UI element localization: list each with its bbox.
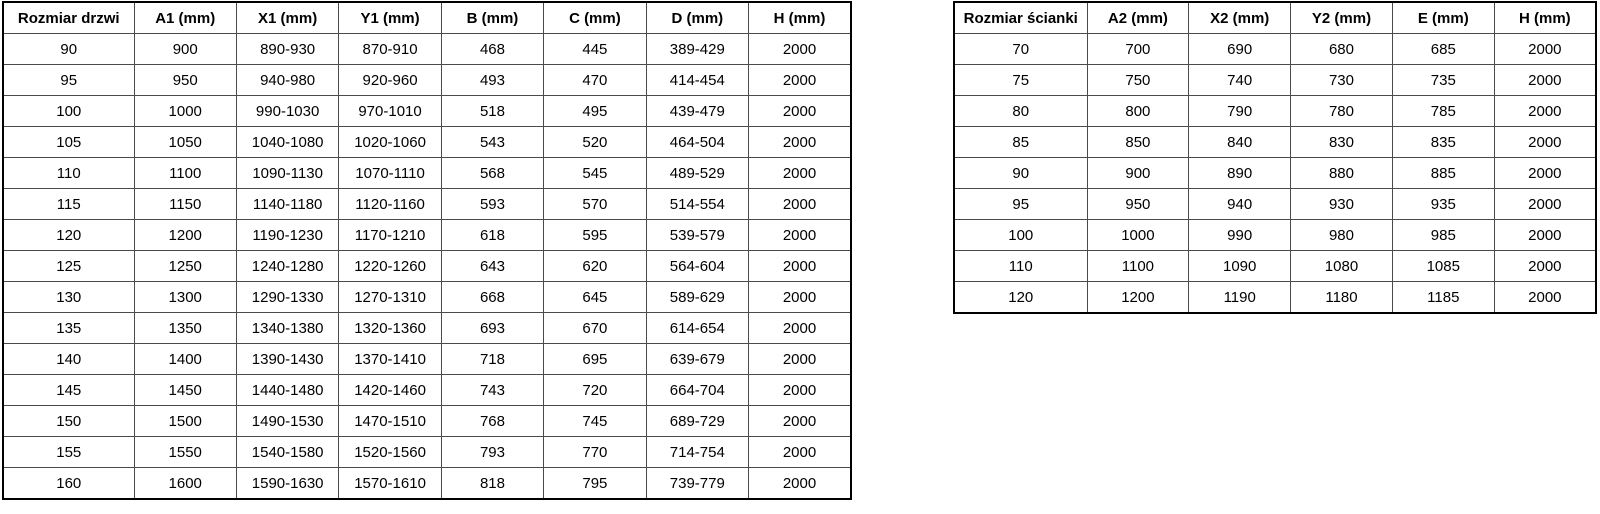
column-header: H (mm) (1494, 2, 1596, 34)
table-cell: 1270-1310 (339, 282, 441, 313)
table-cell: 100 (3, 96, 134, 127)
table-cell: 840 (1189, 127, 1291, 158)
table-cell: 1350 (134, 313, 236, 344)
table-cell: 1090-1130 (236, 158, 338, 189)
table-cell: 2000 (749, 282, 851, 313)
table-cell: 110 (954, 251, 1087, 282)
table-cell: 1040-1080 (236, 127, 338, 158)
table-cell: 920-960 (339, 65, 441, 96)
table-cell: 795 (544, 468, 646, 500)
table-cell: 2000 (1494, 189, 1596, 220)
table-cell: 695 (544, 344, 646, 375)
table-cell: 735 (1392, 65, 1494, 96)
table-cell: 2000 (749, 313, 851, 344)
table-cell: 818 (441, 468, 543, 500)
table-cell: 2000 (749, 127, 851, 158)
table-cell: 1080 (1291, 251, 1393, 282)
table-cell: 2000 (749, 251, 851, 282)
table-cell: 790 (1189, 96, 1291, 127)
table-cell: 468 (441, 34, 543, 65)
table-row (3, 65, 851, 96)
table-cell: 1550 (134, 437, 236, 468)
table-cell: 2000 (749, 468, 851, 500)
table-cell: 2000 (1494, 96, 1596, 127)
table-cell: 95 (954, 189, 1087, 220)
table-cell: 639-679 (646, 344, 748, 375)
table-cell: 1070-1110 (339, 158, 441, 189)
table-cell: 2000 (1494, 127, 1596, 158)
table-cell: 745 (544, 406, 646, 437)
table-cell: 890-930 (236, 34, 338, 65)
wall-sizes-table (953, 1, 1597, 314)
table-cell: 950 (134, 65, 236, 96)
table-cell: 990-1030 (236, 96, 338, 127)
table-row (3, 189, 851, 220)
column-header: A2 (mm) (1087, 2, 1189, 34)
table-cell: 518 (441, 96, 543, 127)
table-cell: 75 (954, 65, 1087, 96)
column-header: Rozmiar drzwi (3, 2, 134, 34)
column-header: X1 (mm) (236, 2, 338, 34)
table-row (3, 34, 851, 65)
table-cell: 2000 (749, 189, 851, 220)
table-cell: 439-479 (646, 96, 748, 127)
table-cell: 1180 (1291, 282, 1393, 314)
table-cell: 2000 (749, 220, 851, 251)
table-cell: 110 (3, 158, 134, 189)
table-cell: 1000 (1087, 220, 1189, 251)
table-cell: 950 (1087, 189, 1189, 220)
table-cell: 668 (441, 282, 543, 313)
table-cell: 115 (3, 189, 134, 220)
table-cell: 464-504 (646, 127, 748, 158)
table-cell: 135 (3, 313, 134, 344)
table-cell: 1190 (1189, 282, 1291, 314)
table-row (3, 344, 851, 375)
table-cell: 140 (3, 344, 134, 375)
table-cell: 718 (441, 344, 543, 375)
table-cell: 120 (3, 220, 134, 251)
table-cell: 1290-1330 (236, 282, 338, 313)
table-row (3, 313, 851, 344)
table-cell: 2000 (1494, 251, 1596, 282)
column-header: B (mm) (441, 2, 543, 34)
table-cell: 1000 (134, 96, 236, 127)
table-cell: 620 (544, 251, 646, 282)
table-cell: 1150 (134, 189, 236, 220)
table-row (3, 127, 851, 158)
table-cell: 1085 (1392, 251, 1494, 282)
table-cell: 493 (441, 65, 543, 96)
table-row (954, 158, 1596, 189)
table-cell: 1100 (1087, 251, 1189, 282)
table-cell: 1220-1260 (339, 251, 441, 282)
table-cell: 568 (441, 158, 543, 189)
table-cell: 770 (544, 437, 646, 468)
table-cell: 470 (544, 65, 646, 96)
column-header: Y1 (mm) (339, 2, 441, 34)
table-cell: 830 (1291, 127, 1393, 158)
header-row (3, 2, 851, 34)
table-cell: 970-1010 (339, 96, 441, 127)
table-cell: 1420-1460 (339, 375, 441, 406)
table-cell: 1140-1180 (236, 189, 338, 220)
table-cell: 1470-1510 (339, 406, 441, 437)
table-cell: 670 (544, 313, 646, 344)
table-row (3, 96, 851, 127)
table-cell: 1200 (1087, 282, 1189, 314)
table-cell: 1185 (1392, 282, 1494, 314)
column-header: Y2 (mm) (1291, 2, 1393, 34)
table-cell: 495 (544, 96, 646, 127)
table-cell: 564-604 (646, 251, 748, 282)
table-cell: 389-429 (646, 34, 748, 65)
header-row (954, 2, 1596, 34)
table-row (3, 468, 851, 500)
table-cell: 1120-1160 (339, 189, 441, 220)
table-cell: 793 (441, 437, 543, 468)
table-cell: 489-529 (646, 158, 748, 189)
table-row (954, 34, 1596, 65)
door-sizes-table (2, 1, 852, 500)
table-cell: 1190-1230 (236, 220, 338, 251)
table-cell: 743 (441, 375, 543, 406)
table-cell: 1200 (134, 220, 236, 251)
column-header: C (mm) (544, 2, 646, 34)
table-cell: 95 (3, 65, 134, 96)
table-row (954, 282, 1596, 314)
table-cell: 520 (544, 127, 646, 158)
table-cell: 680 (1291, 34, 1393, 65)
table-cell: 1240-1280 (236, 251, 338, 282)
table-cell: 689-729 (646, 406, 748, 437)
table-cell: 1340-1380 (236, 313, 338, 344)
table-cell: 885 (1392, 158, 1494, 189)
table-cell: 700 (1087, 34, 1189, 65)
table-cell: 1440-1480 (236, 375, 338, 406)
table-row (954, 189, 1596, 220)
table-cell: 85 (954, 127, 1087, 158)
table-cell: 2000 (749, 406, 851, 437)
table-cell: 1320-1360 (339, 313, 441, 344)
table-cell: 120 (954, 282, 1087, 314)
table-row (3, 251, 851, 282)
table-cell: 880 (1291, 158, 1393, 189)
table-cell: 2000 (749, 158, 851, 189)
table-cell: 414-454 (646, 65, 748, 96)
table-row (954, 96, 1596, 127)
table-row (3, 220, 851, 251)
table-cell: 740 (1189, 65, 1291, 96)
table-cell: 595 (544, 220, 646, 251)
table-cell: 1020-1060 (339, 127, 441, 158)
table-cell: 90 (954, 158, 1087, 189)
table-cell: 1490-1530 (236, 406, 338, 437)
table-cell: 543 (441, 127, 543, 158)
table-row (3, 437, 851, 468)
table-cell: 90 (3, 34, 134, 65)
table-cell: 985 (1392, 220, 1494, 251)
table-cell: 1370-1410 (339, 344, 441, 375)
table-cell: 1090 (1189, 251, 1291, 282)
table-cell: 690 (1189, 34, 1291, 65)
table-cell: 614-654 (646, 313, 748, 344)
table-cell: 768 (441, 406, 543, 437)
column-header: D (mm) (646, 2, 748, 34)
table-cell: 1600 (134, 468, 236, 500)
table-cell: 720 (544, 375, 646, 406)
table-cell: 445 (544, 34, 646, 65)
table-cell: 150 (3, 406, 134, 437)
table-row (3, 158, 851, 189)
table-cell: 714-754 (646, 437, 748, 468)
table-cell: 750 (1087, 65, 1189, 96)
table-cell: 890 (1189, 158, 1291, 189)
table-cell: 105 (3, 127, 134, 158)
table-cell: 850 (1087, 127, 1189, 158)
column-header: E (mm) (1392, 2, 1494, 34)
table-cell: 2000 (1494, 65, 1596, 96)
table-cell: 900 (134, 34, 236, 65)
table-cell: 1590-1630 (236, 468, 338, 500)
table-cell: 2000 (749, 65, 851, 96)
table-cell: 589-629 (646, 282, 748, 313)
table-cell: 780 (1291, 96, 1393, 127)
table-cell: 2000 (1494, 34, 1596, 65)
table-cell: 990 (1189, 220, 1291, 251)
table-cell: 835 (1392, 127, 1494, 158)
table-cell: 545 (544, 158, 646, 189)
table-cell: 618 (441, 220, 543, 251)
table-cell: 2000 (749, 96, 851, 127)
table-cell: 2000 (1494, 282, 1596, 314)
table-cell: 1300 (134, 282, 236, 313)
column-header: X2 (mm) (1189, 2, 1291, 34)
table-cell: 730 (1291, 65, 1393, 96)
table-cell: 930 (1291, 189, 1393, 220)
table-cell: 155 (3, 437, 134, 468)
column-header: Rozmiar ścianki (954, 2, 1087, 34)
table-cell: 785 (1392, 96, 1494, 127)
table-cell: 664-704 (646, 375, 748, 406)
table-cell: 980 (1291, 220, 1393, 251)
table-cell: 145 (3, 375, 134, 406)
table-cell: 2000 (1494, 220, 1596, 251)
table-cell: 160 (3, 468, 134, 500)
table-cell: 80 (954, 96, 1087, 127)
table-row (954, 127, 1596, 158)
table-cell: 1540-1580 (236, 437, 338, 468)
table-cell: 645 (544, 282, 646, 313)
table-row (3, 375, 851, 406)
table-cell: 940 (1189, 189, 1291, 220)
table-cell: 570 (544, 189, 646, 220)
table-cell: 2000 (749, 344, 851, 375)
table-cell: 1250 (134, 251, 236, 282)
table-row (3, 406, 851, 437)
table-cell: 2000 (1494, 158, 1596, 189)
column-header: H (mm) (749, 2, 851, 34)
table-cell: 539-579 (646, 220, 748, 251)
table-cell: 870-910 (339, 34, 441, 65)
table-cell: 643 (441, 251, 543, 282)
table-cell: 514-554 (646, 189, 748, 220)
table-cell: 1170-1210 (339, 220, 441, 251)
table-cell: 1520-1560 (339, 437, 441, 468)
table-cell: 125 (3, 251, 134, 282)
table-cell: 100 (954, 220, 1087, 251)
table-cell: 1390-1430 (236, 344, 338, 375)
table-cell: 693 (441, 313, 543, 344)
table-cell: 2000 (749, 34, 851, 65)
table-row (954, 251, 1596, 282)
table-cell: 940-980 (236, 65, 338, 96)
table-row (954, 65, 1596, 96)
table-cell: 1100 (134, 158, 236, 189)
table-row (954, 220, 1596, 251)
table-cell: 1500 (134, 406, 236, 437)
table-cell: 70 (954, 34, 1087, 65)
table-cell: 593 (441, 189, 543, 220)
table-cell: 800 (1087, 96, 1189, 127)
table-cell: 2000 (749, 437, 851, 468)
table-cell: 900 (1087, 158, 1189, 189)
table-cell: 1050 (134, 127, 236, 158)
table-cell: 1570-1610 (339, 468, 441, 500)
table-cell: 685 (1392, 34, 1494, 65)
table-cell: 935 (1392, 189, 1494, 220)
table-row (3, 282, 851, 313)
column-header: A1 (mm) (134, 2, 236, 34)
table-cell: 739-779 (646, 468, 748, 500)
table-cell: 1450 (134, 375, 236, 406)
table-cell: 1400 (134, 344, 236, 375)
table-cell: 130 (3, 282, 134, 313)
table-cell: 2000 (749, 375, 851, 406)
